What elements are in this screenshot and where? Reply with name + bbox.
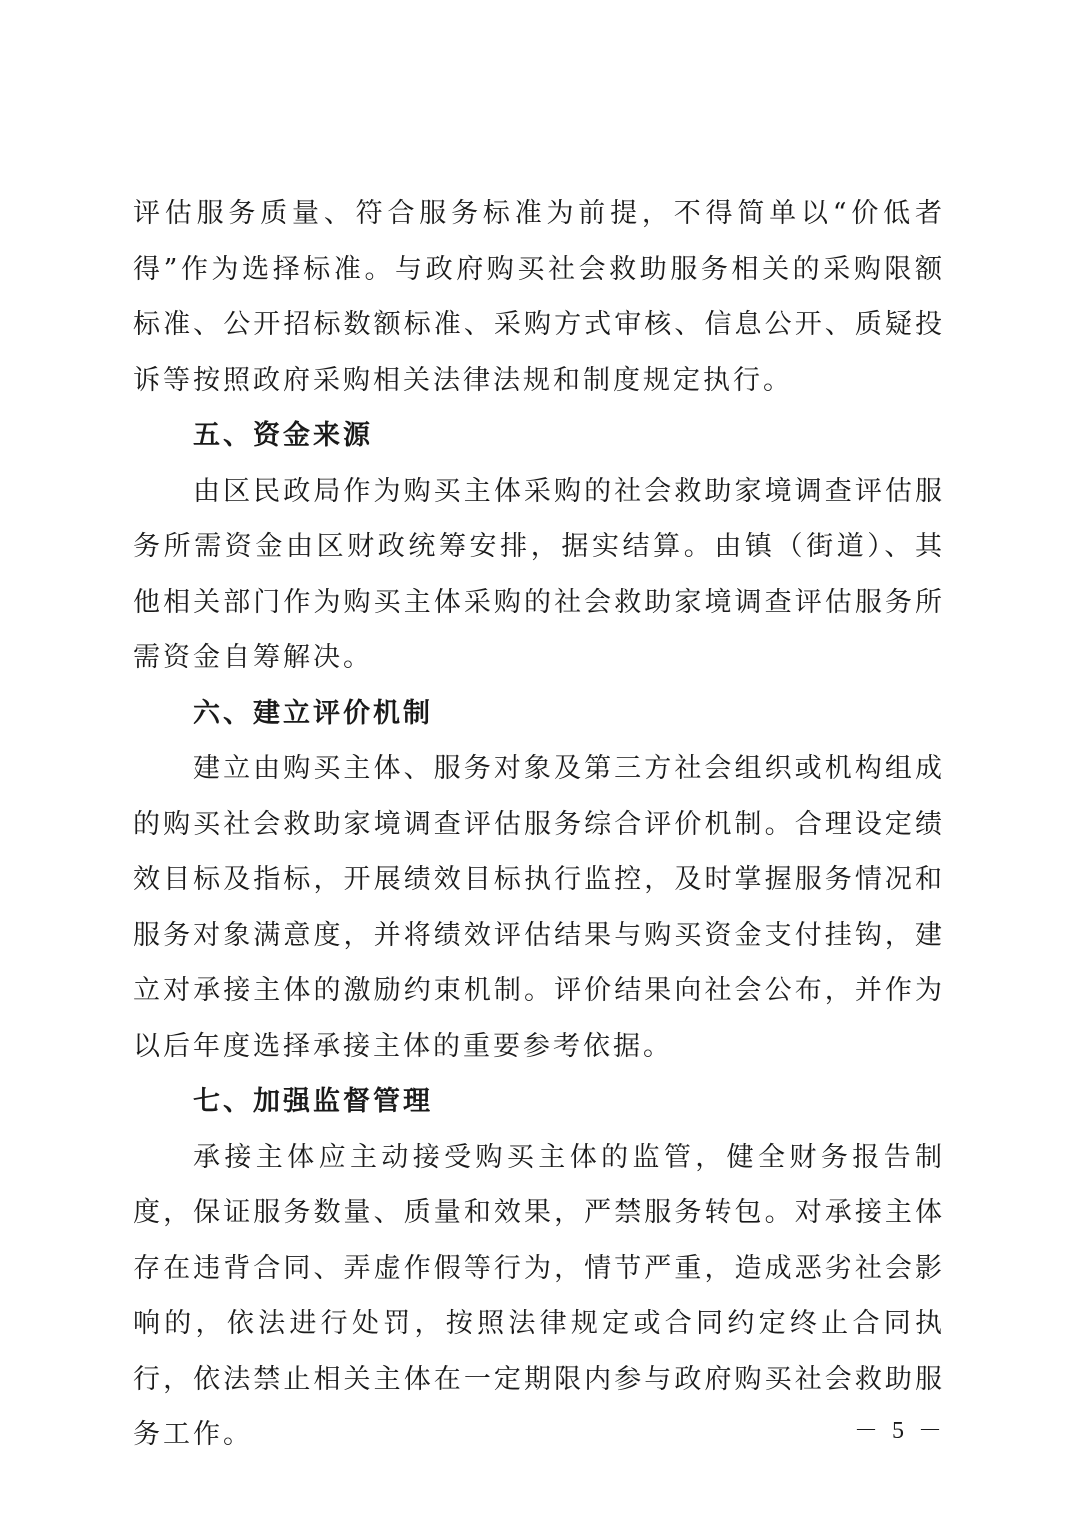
paragraph-procurement-standards: 评估服务质量、符合服务标准为前提，不得简单以“价低者得”作为选择标准。与政府购买社会救助服务相关的采购限额标准、公开招标数额标准、采购方式审核、信息公开、质疑投诉等按照政府采购相关法律法规和制度规定执行。 (133, 198, 945, 396)
paragraph-funding-source: 由区民政局作为购买主体采购的社会救助家境调查评估服务所需资金由区财政统筹安排，据实结算。由镇（街道）、其他相关部门作为购买主体采购的社会救助家境调查评估服务所需资金自筹解决。 (133, 475, 945, 673)
section-heading-funding-source: 五、资金来源 (193, 420, 373, 451)
page-number: － 5 － (854, 1418, 946, 1444)
section-heading-supervision: 七、加强监督管理 (193, 1086, 433, 1117)
section-heading-evaluation-mechanism: 六、建立评价机制 (193, 697, 433, 729)
document-body (133, 186, 945, 1463)
paragraph-evaluation-mechanism: 建立由购买主体、服务对象及第三方社会组织或机构组成的购买社会救助家境调查评估服务综合评价机制。合理设定绩效目标及指标，开展绩效目标执行监控，及时掌握服务情况和服务对象满意度，并将绩效评估结果与购买资金支付挂钩，建立对承接主体的激励约束机制。评价结果向社会公布，并作为以后年度选择承接主体的重要参考依据。 (133, 753, 945, 1062)
paragraph-supervision: 承接主体应主动接受购买主体的监管，健全财务报告制度，保证服务数量、质量和效果，严禁服务转包。对承接主体存在违背合同、弄虚作假等行为，情节严重，造成恶劣社会影响的，依法进行处罚，按照法律规定或合同约定终止合同执行，依法禁止相关主体在一定期限内参与政府购买社会救助服务工作。 (133, 1141, 945, 1450)
